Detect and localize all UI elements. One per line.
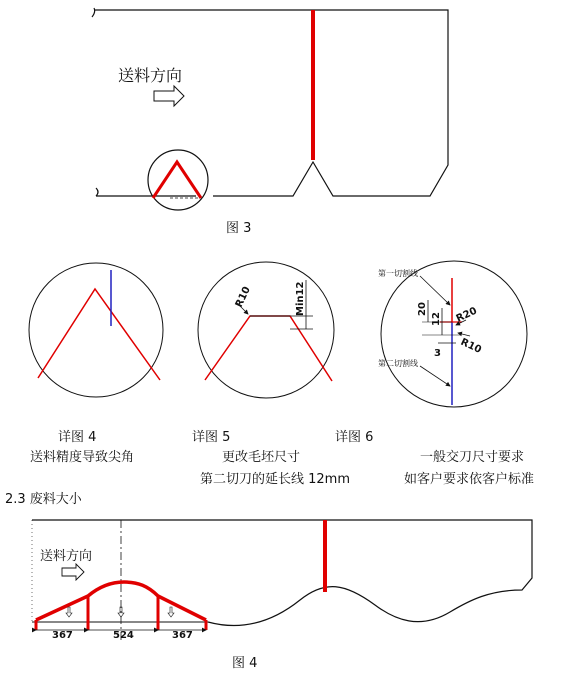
figure-4	[32, 520, 532, 671]
strip-outline-fig4	[32, 520, 532, 626]
detail-6-leader-r10	[458, 333, 470, 336]
dim-label-1: 367	[52, 630, 73, 641]
detail-4-red-point	[38, 289, 160, 380]
detail-5-label: 详图 5	[192, 430, 231, 445]
detail-6-dim-r10: R10	[458, 336, 483, 356]
detail-6-dim-r20: R20	[454, 305, 479, 325]
detail-6-cut2-label: 第二切割线	[378, 359, 418, 368]
figure-3-caption: 图 3	[226, 221, 252, 236]
detail-5-note2: 第二切刀的延长线 12mm	[200, 472, 351, 487]
feed-direction-label-fig4: 送料方向	[40, 549, 93, 564]
detail-circle-fig3	[148, 150, 208, 210]
detail-4-circle	[29, 263, 163, 397]
feed-arrow-icon-fig4	[62, 564, 84, 580]
figure-4-caption: 图 4	[232, 656, 258, 671]
hint-arrow-icon-1	[66, 607, 72, 617]
detail-6-label: 详图 6	[335, 430, 374, 445]
detail-6-dim-20: 20	[417, 302, 428, 316]
hint-arrow-icon-3	[168, 607, 174, 617]
figure-3	[92, 8, 448, 236]
detail-5-note1: 更改毛坯尺寸	[222, 450, 301, 465]
detail-6-dim-3: 3	[434, 348, 441, 359]
strip-outline-fig3	[92, 8, 448, 196]
detail-6-note2: 如客户要求依客户标准	[404, 472, 535, 487]
dim-label-3: 367	[172, 630, 193, 641]
detail-5-red-profile	[205, 316, 332, 381]
dim-label-2: 524	[113, 630, 134, 641]
detail-5-dim-r10: R10	[233, 285, 253, 310]
detail-4	[29, 263, 163, 465]
detail-4-label: 详图 4	[58, 430, 97, 445]
section-title: 2.3 废料大小	[5, 492, 82, 507]
detail-6-leader-cut2	[420, 366, 450, 386]
detail-6-note1: 一般交刀尺寸要求	[420, 450, 525, 465]
red-notch-fig3	[153, 162, 201, 198]
detail-6-leader-cut1	[420, 276, 450, 305]
detail-6	[335, 261, 534, 487]
detail-6-circle	[381, 261, 527, 407]
detail-5	[192, 262, 350, 487]
detail-6-dim-12: 12	[431, 312, 442, 326]
feed-arrow-icon	[154, 86, 184, 106]
detail-4-note: 送料精度导致尖角	[30, 450, 135, 465]
detail-5-dim-min12: Min12	[295, 281, 306, 316]
detail-6-cut1-label: 第一切割线	[378, 269, 418, 278]
feed-direction-label-fig3: 送料方向	[118, 66, 183, 85]
detail-5-circle	[198, 262, 334, 398]
